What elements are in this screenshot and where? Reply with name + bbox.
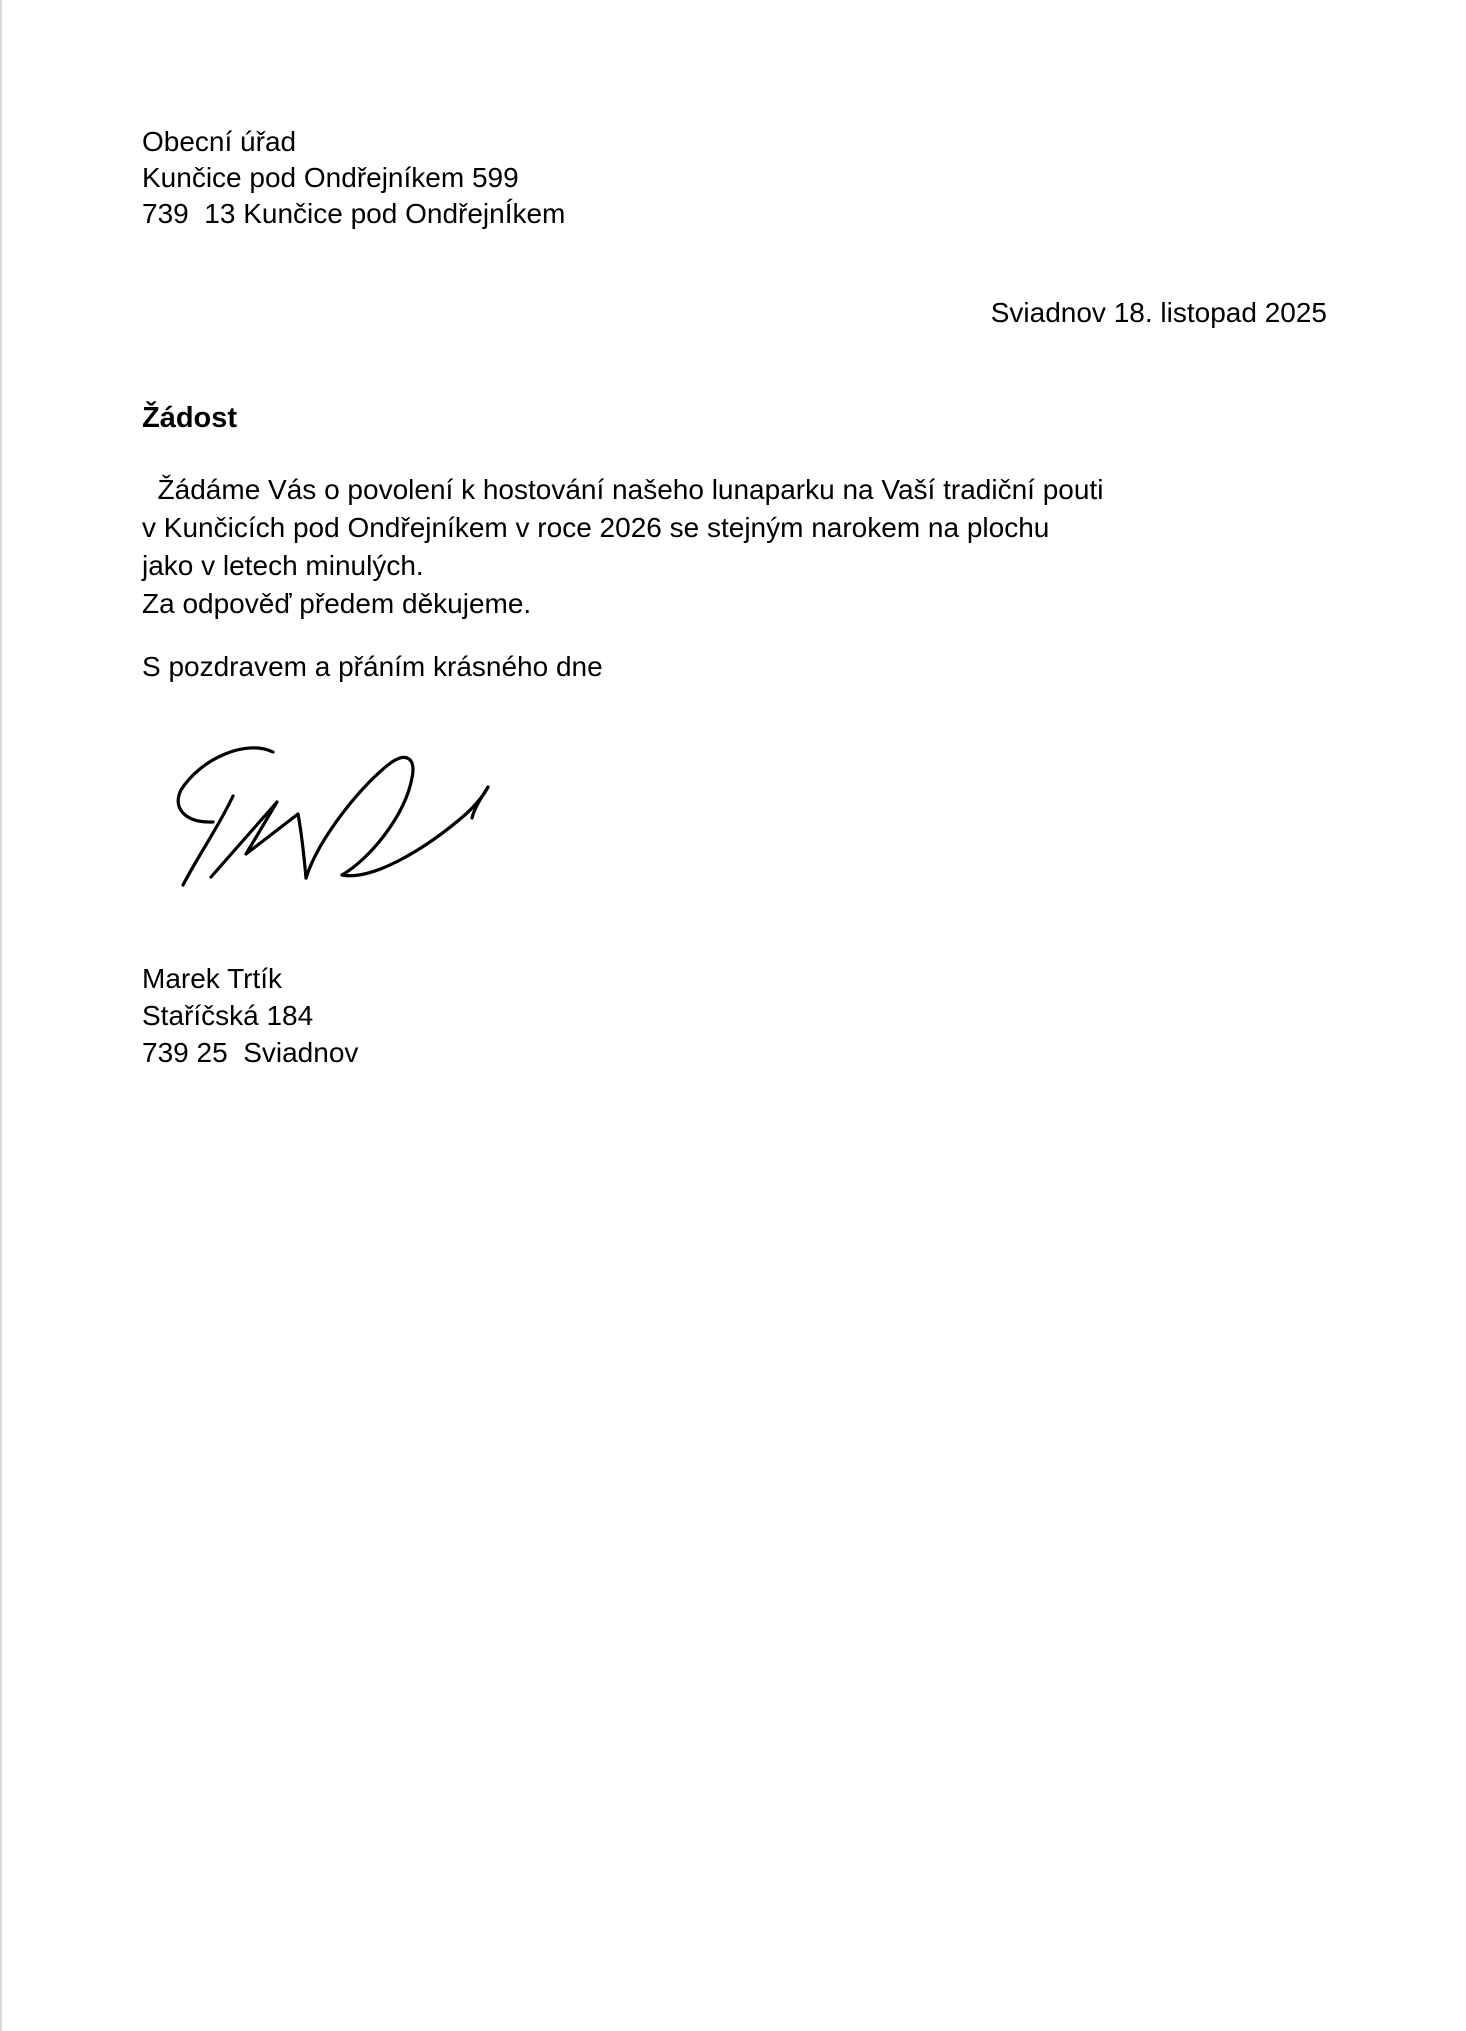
recipient-line-2: Kunčice pod Ondřejníkem 599	[142, 162, 519, 193]
sender-line-1: Marek Trtík	[142, 963, 283, 994]
closing-line: S pozdravem a přáním krásného dne	[142, 651, 603, 682]
signature-stroke-tail	[472, 787, 488, 818]
signature-stroke-diagonal	[183, 796, 233, 885]
body-paragraph	[142, 471, 1103, 623]
body-line-3: jako v letech minulých.	[142, 550, 424, 581]
body-line-2: v Kunčicích pod Ondřejníkem v roce 2026 se stejným narokem na plochu	[142, 512, 1050, 543]
sender-line-2: Staříčská 184	[142, 1000, 314, 1031]
signature-stroke-sweep	[342, 787, 488, 876]
sender-line-3: 739 25 Sviadnov	[142, 1037, 359, 1068]
sender-address	[142, 960, 358, 1071]
subject-heading: Žádost	[142, 402, 238, 434]
recipient-address	[142, 124, 565, 232]
body-line-1: Žádáme Vás o povolení k hostování našeho lunaparku na Vaší tradiční pouti	[142, 474, 1104, 505]
recipient-line-1: Obecní úřad	[142, 126, 297, 157]
body-line-4: Za odpověď předem děkujeme.	[142, 588, 532, 619]
recipient-line-3: 739 13 Kunčice pod OndřejnÍkem	[142, 198, 566, 229]
date-line: Sviadnov 18. listopad 2025	[990, 297, 1327, 328]
page-left-edge	[0, 0, 2, 2031]
handwritten-signature-icon	[135, 738, 495, 913]
